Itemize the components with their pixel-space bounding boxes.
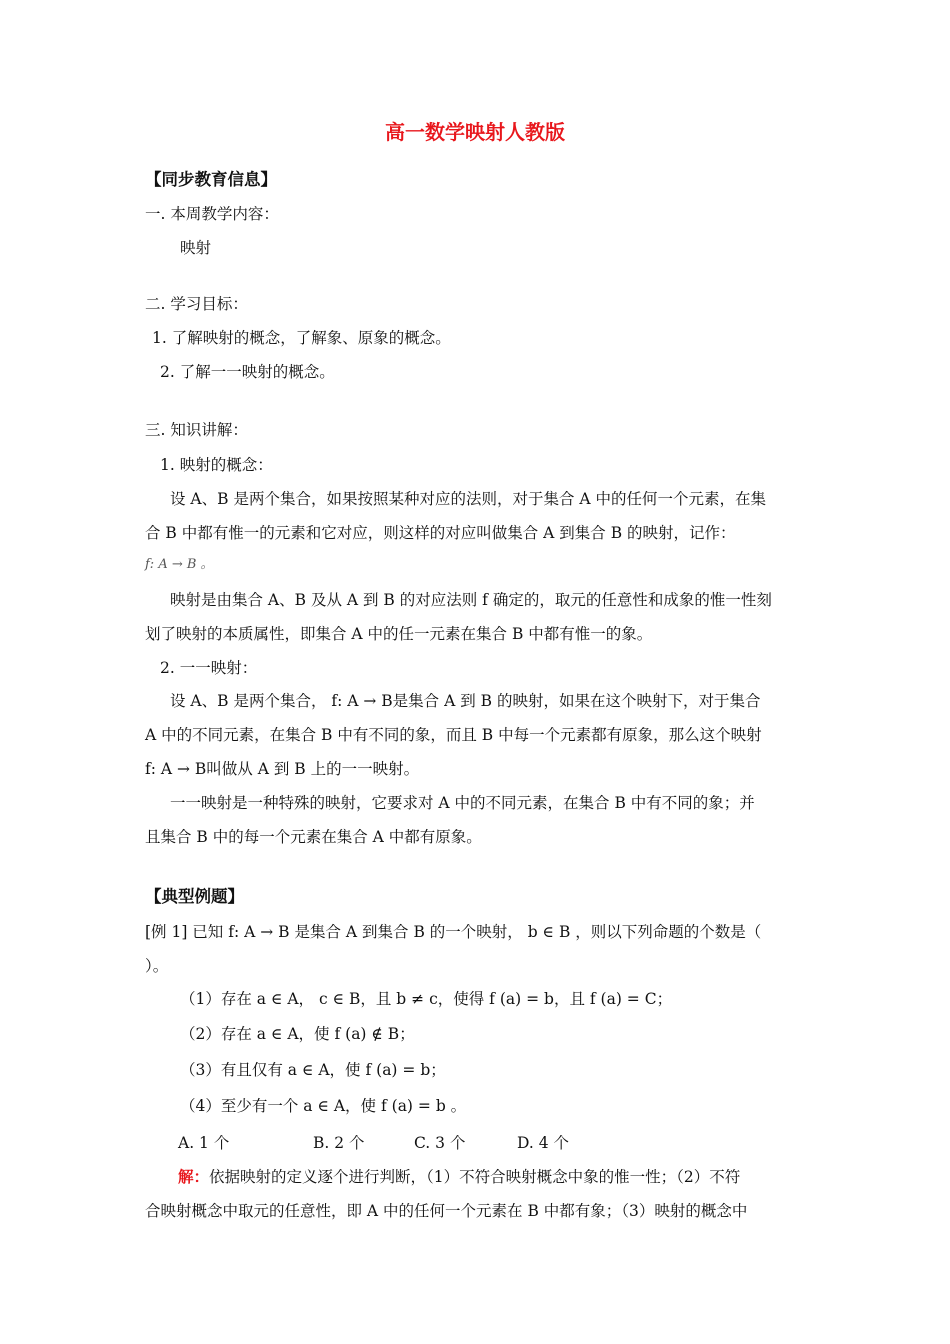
subheading-mapping: 1. 映射的概念： — [160, 456, 273, 474]
page-title: 高一数学映射人教版 — [385, 120, 565, 144]
proposition-1: （1）存在 a ∈ A， c ∈ B，且 b ≠ c，使得 f (a) = b，且 f (a) = C； — [180, 990, 673, 1008]
paragraph-line: f: A → B叫做从 A 到 B 上的一一映射。 — [145, 760, 420, 778]
paragraph-line: 设 A、B 是两个集合， f: A → B是集合 A 到 B 的映射，如果在这个映射下，对于集合 — [170, 692, 761, 710]
proposition-4: （4）至少有一个 a ∈ A，使 f (a) = b 。 — [180, 1097, 467, 1115]
content-item: 映射 — [180, 239, 212, 257]
example-question: [例 1] 已知 f: A → B 是集合 A 到集合 B 的一个映射， b ∈ B ，则以下列命题的个数是（ — [145, 923, 762, 941]
option-b: B. 2 个 — [313, 1134, 365, 1152]
section-heading-sync: 【同步教育信息】 — [145, 170, 277, 189]
proposition-3: （3）有且仅有 a ∈ A，使 f (a) = b； — [180, 1061, 446, 1079]
subheading-bijection: 2. 一一映射： — [160, 659, 258, 677]
solution-line-2: 合映射概念中取元的任意性，即 A 中的任何一个元素在 B 中都有象；（3）映射的概念中 — [145, 1202, 748, 1220]
proposition-2: （2）存在 a ∈ A，使 f (a) ∉ B； — [180, 1025, 415, 1043]
example-question-end: ）。 — [145, 957, 169, 975]
paragraph-line: A 中的不同元素，在集合 B 中有不同的象，而且 B 中每一个元素都有原象，那么这个映射 — [145, 726, 762, 744]
heading-goals: 二. 学习目标： — [145, 295, 248, 313]
paragraph-line: 且集合 B 中的每一个元素在集合 A 中都有原象。 — [145, 828, 482, 846]
heading-knowledge: 三. 知识讲解： — [145, 421, 248, 439]
solution-text: 依据映射的定义逐个进行判断，（1）不符合映射概念中象的惟一性；（2）不符 — [209, 1168, 741, 1186]
formula-line: f: A → B 。 — [145, 557, 214, 572]
paragraph-line: 映射是由集合 A、B 及从 A 到 B 的对应法则 f 确定的，取元的任意性和成象的惟一性刻 — [170, 591, 772, 609]
paragraph-line: 划了映射的本质属性，即集合 A 中的任一元素在集合 B 中都有惟一的象。 — [145, 625, 653, 643]
heading-content: 一. 本周教学内容： — [145, 205, 279, 223]
goal-item-1: 1. 了解映射的概念，了解象、原象的概念。 — [152, 329, 451, 347]
option-a: A. 1 个 — [178, 1134, 230, 1152]
paragraph-line: 合 B 中都有惟一的元素和它对应，则这样的对应叫做集合 A 到集合 B 的映射，记作： — [145, 524, 736, 542]
section-heading-examples: 【典型例题】 — [145, 887, 244, 906]
solution-line-1 — [178, 1165, 843, 1189]
paragraph-line: 设 A、B 是两个集合，如果按照某种对应的法则，对于集合 A 中的任何一个元素，在集 — [170, 490, 766, 508]
option-d: D. 4 个 — [517, 1134, 570, 1152]
option-c: C. 3 个 — [414, 1134, 466, 1152]
solution-label: 解： — [178, 1167, 210, 1186]
goal-item-2: 2. 了解一一映射的概念。 — [160, 363, 335, 381]
paragraph-line: 一一映射是一种特殊的映射，它要求对 A 中的不同元素，在集合 B 中有不同的象；并 — [170, 794, 755, 812]
